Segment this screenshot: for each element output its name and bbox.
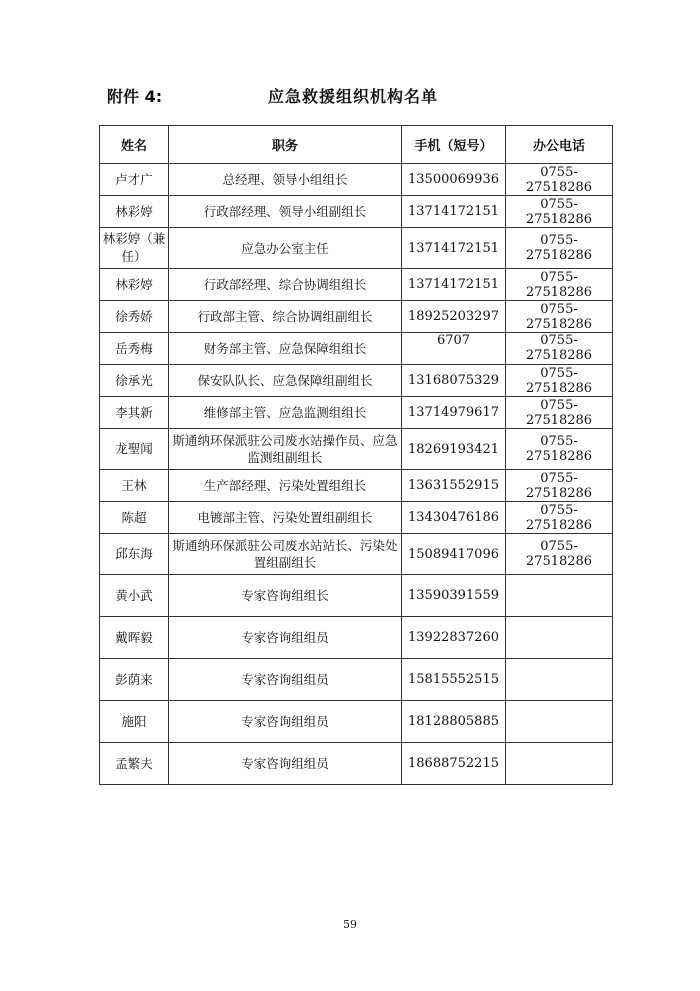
cell-mobile: 18925203297 <box>402 301 506 333</box>
table-row <box>100 470 613 502</box>
cell-duty: 行政部主管、综合协调组副组长 <box>169 301 402 333</box>
table-row <box>100 575 613 617</box>
cell-name: 戴晖毅 <box>100 617 169 659</box>
cell-name: 龙聖闻 <box>100 429 169 470</box>
cell-duty: 总经理、领导小组组长 <box>169 164 402 196</box>
page-number: 59 <box>343 918 357 931</box>
cell-office-phone: 0755-27518286 <box>506 164 613 196</box>
cell-name: 黄小武 <box>100 575 169 617</box>
cell-office-phone <box>506 743 613 785</box>
cell-duty: 斯通纳环保派驻公司废水站站长、污染处置组副组长 <box>169 534 402 575</box>
cell-office-phone <box>506 701 613 743</box>
cell-mobile: 13714172151 <box>402 196 506 228</box>
cell-duty: 行政部经理、综合协调组组长 <box>169 269 402 301</box>
cell-office-phone <box>506 617 613 659</box>
cell-office-phone: 0755-27518286 <box>506 397 613 429</box>
cell-mobile: 13631552915 <box>402 470 506 502</box>
cell-duty: 专家咨询组组员 <box>169 701 402 743</box>
cell-duty: 专家咨询组组员 <box>169 659 402 701</box>
cell-name: 孟繁夫 <box>100 743 169 785</box>
cell-mobile: 15815552515 <box>402 659 506 701</box>
attachment-label: 附件 4: <box>107 87 163 106</box>
cell-duty: 电镀部主管、污染处置组副组长 <box>169 502 402 534</box>
cell-duty: 应急办公室主任 <box>169 228 402 269</box>
cell-office-phone: 0755-27518286 <box>506 301 613 333</box>
cell-office-phone: 0755-27518286 <box>506 269 613 301</box>
cell-mobile: 13590391559 <box>402 575 506 617</box>
column-header-office-phone: 办公电话 <box>506 126 613 164</box>
table-row <box>100 534 613 575</box>
cell-mobile: 13500069936 <box>402 164 506 196</box>
cell-mobile: 18269193421 <box>402 429 506 470</box>
cell-name: 王林 <box>100 470 169 502</box>
cell-mobile: 15089417096 <box>402 534 506 575</box>
document-title: 应急救援组织机构名单 <box>268 87 439 106</box>
cell-mobile: 13714979617 <box>402 397 506 429</box>
cell-mobile: 13714172151 <box>402 269 506 301</box>
cell-office-phone: 0755-27518286 <box>506 470 613 502</box>
cell-office-phone: 0755-27518286 <box>506 502 613 534</box>
cell-mobile: 13430476186 <box>402 502 506 534</box>
cell-duty: 保安队队长、应急保障组副组长 <box>169 365 402 397</box>
cell-duty: 生产部经理、污染处置组组长 <box>169 470 402 502</box>
table-row <box>100 617 613 659</box>
cell-duty: 专家咨询组组员 <box>169 617 402 659</box>
cell-mobile: 13714172151 <box>402 228 506 269</box>
cell-office-phone: 0755-27518286 <box>506 365 613 397</box>
cell-office-phone: 0755-27518286 <box>506 534 613 575</box>
cell-office-phone: 0755-27518286 <box>506 196 613 228</box>
table-row <box>100 164 613 196</box>
cell-name: 彭荫来 <box>100 659 169 701</box>
table-row <box>100 333 613 365</box>
cell-name: 陈超 <box>100 502 169 534</box>
cell-name: 徐承光 <box>100 365 169 397</box>
table-row <box>100 397 613 429</box>
table-row <box>100 196 613 228</box>
cell-name: 徐秀娇 <box>100 301 169 333</box>
table-row <box>100 365 613 397</box>
cell-office-phone: 0755-27518286 <box>506 333 613 365</box>
cell-name: 林彩婷 <box>100 269 169 301</box>
cell-name: 岳秀梅 <box>100 333 169 365</box>
table-row <box>100 301 613 333</box>
table-row <box>100 228 613 269</box>
table-row <box>100 659 613 701</box>
table-row <box>100 269 613 301</box>
cell-mobile: 18128805885 <box>402 701 506 743</box>
table-row <box>100 701 613 743</box>
cell-mobile: 13168075329 <box>402 365 506 397</box>
cell-office-phone: 0755-27518286 <box>506 429 613 470</box>
cell-duty: 行政部经理、领导小组副组长 <box>169 196 402 228</box>
cell-office-phone <box>506 575 613 617</box>
cell-duty: 维修部主管、应急监测组组长 <box>169 397 402 429</box>
column-header-name: 姓名 <box>100 126 169 164</box>
cell-name: 林彩婷（兼任） <box>100 228 169 269</box>
column-header-duty: 职务 <box>169 126 402 164</box>
cell-office-phone: 0755-27518286 <box>506 228 613 269</box>
cell-mobile: 18688752215 <box>402 743 506 785</box>
table-row <box>100 743 613 785</box>
cell-name: 施阳 <box>100 701 169 743</box>
cell-mobile: 13922837260 <box>402 617 506 659</box>
cell-mobile: 6707 <box>402 333 506 365</box>
table-row <box>100 429 613 470</box>
emergency-contact-table <box>99 125 613 785</box>
cell-duty: 专家咨询组组长 <box>169 575 402 617</box>
column-header-mobile: 手机（短号） <box>402 126 506 164</box>
cell-name: 林彩婷 <box>100 196 169 228</box>
cell-duty: 斯通纳环保派驻公司废水站操作员、应急监测组副组长 <box>169 429 402 470</box>
table-header-row <box>100 126 613 164</box>
cell-duty: 财务部主管、应急保障组组长 <box>169 333 402 365</box>
cell-name: 李其新 <box>100 397 169 429</box>
cell-name: 卢才广 <box>100 164 169 196</box>
cell-duty: 专家咨询组组员 <box>169 743 402 785</box>
cell-name: 邱东海 <box>100 534 169 575</box>
table-row <box>100 502 613 534</box>
cell-office-phone <box>506 659 613 701</box>
